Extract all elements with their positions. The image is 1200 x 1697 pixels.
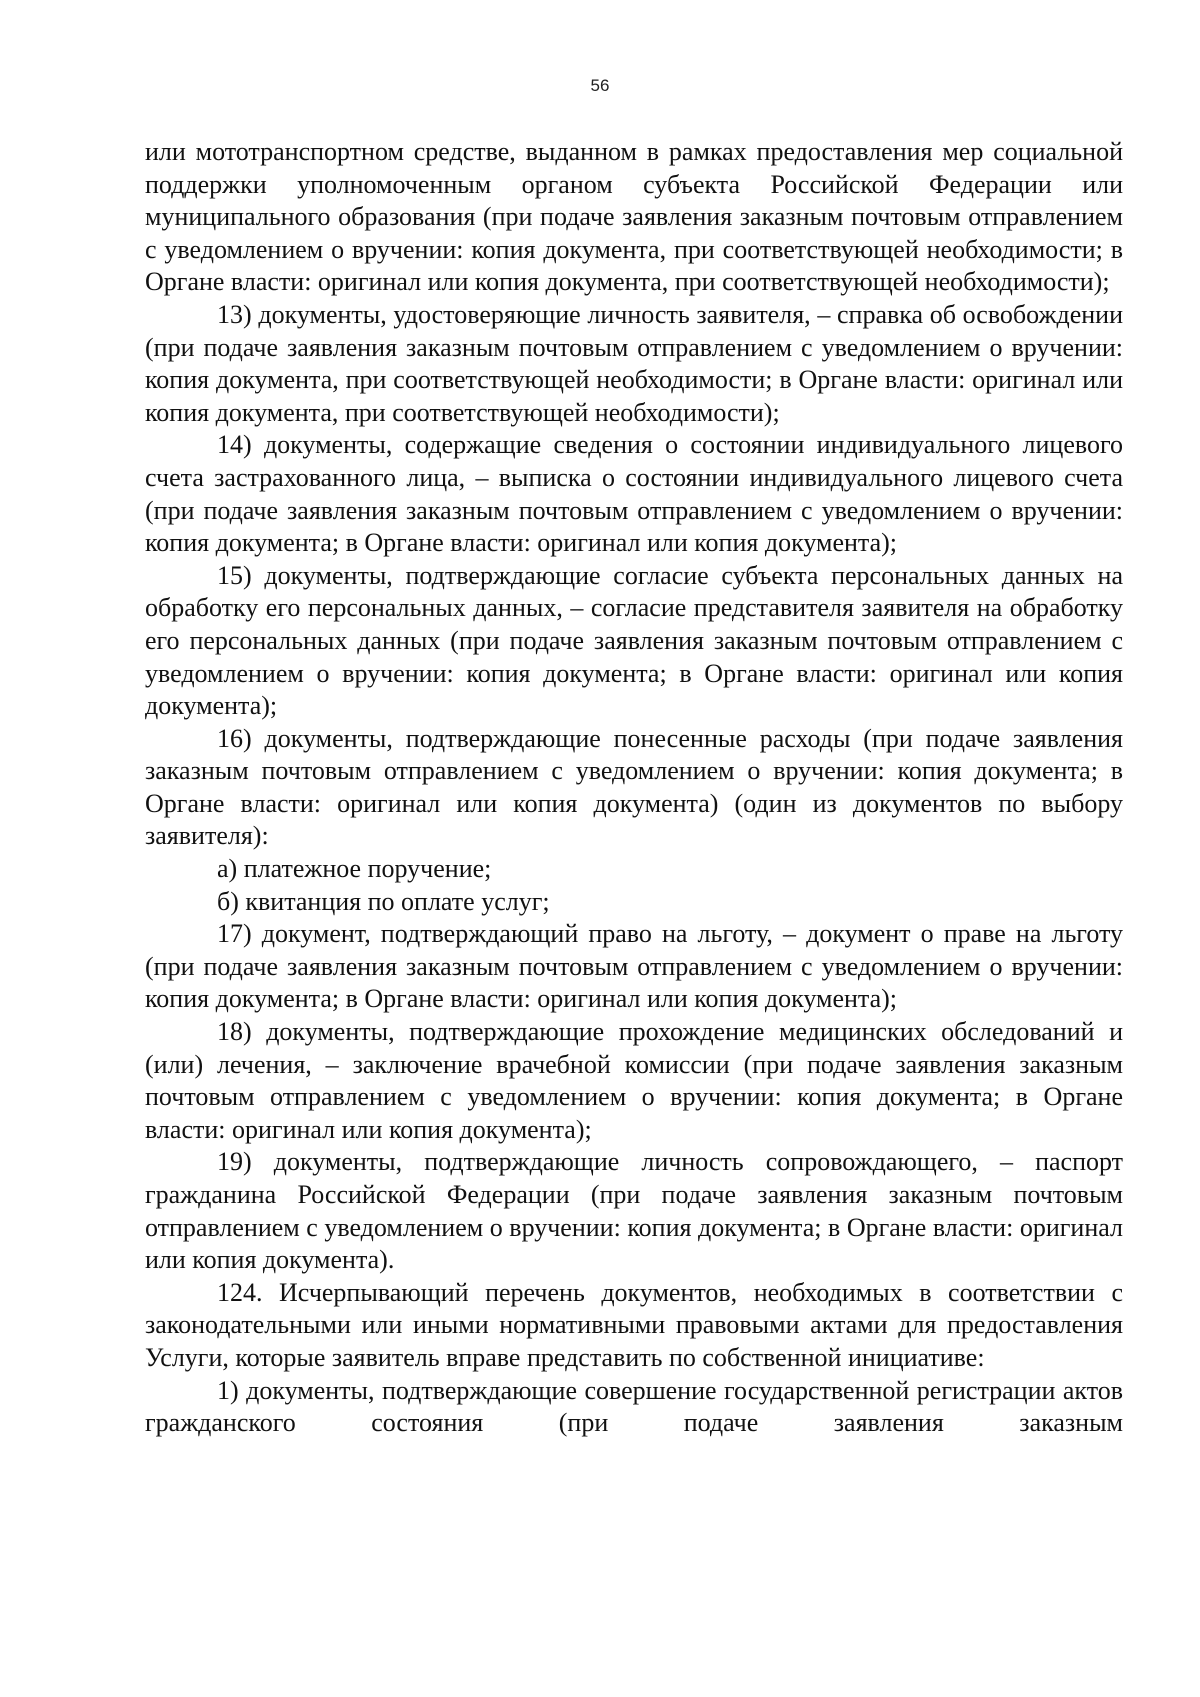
document-body — [145, 136, 1123, 1440]
paragraph: 14) документы, содержащие сведения о состоянии индивидуального лицевого счета застрахованного лица, – выписка о состоянии индивидуального лицевого счета (при подаче заявления заказным почтовым отправлением с уведомлением о вручении: копия документа; в Органе власти: оригинал или копия документа); — [145, 430, 1123, 558]
paragraph: 15) документы, подтверждающие согласие субъекта персональных данных на обработку его персональных данных, – согласие представителя заявителя на обработку его персональных данных (при подаче заявления заказным почтовым отправлением с уведомлением о вручении: копия документа; в Органе власти: оригинал или копия документа); — [145, 560, 1123, 721]
paragraph: 13) документы, удостоверяющие личность заявителя, – справка об освобождении (при подаче заявления заказным почтовым отправлением с уведомлением о вручении: копия документа, при соответствующей необходимости; в Органе власти: оригинал или копия документа, при соответствующей необходимости); — [145, 299, 1123, 427]
page-number: 56 — [590, 76, 610, 95]
paragraph: 16) документы, подтверждающие понесенные расходы (при подаче заявления заказным почтовым отправлением с уведомлением о вручении: копия документа; в Органе власти: оригинал или копия документа) (один из документов по выбору заявителя): — [145, 723, 1123, 851]
paragraph: 124. Исчерпывающий перечень документов, необходимых в соответствии с законодательными или иными нормативными правовыми актами для предоставления Услуги, которые заявитель вправе представить по собственной инициативе: — [145, 1277, 1123, 1372]
paragraph: 18) документы, подтверждающие прохождение медицинских обследований и (или) лечения, – заключение врачебной комиссии (при подаче заявления заказным почтовым отправлением с уведомлением о вручении: копия документа; в Органе власти: оригинал или копия документа); — [145, 1017, 1123, 1144]
paragraph: 17) документ, подтверждающий право на льготу, – документ о праве на льготу (при подаче заявления заказным почтовым отправлением с уведомлением о вручении: копия документа; в Органе власти: оригинал или копия документа); — [145, 919, 1123, 1014]
paragraph: 1) документы, подтверждающие совершение государственной регистрации актов гражданского состояния (при подаче заявления заказным — [145, 1375, 1123, 1438]
paragraph: б) квитанция по оплате услуг; — [217, 886, 550, 916]
paragraph: 19) документы, подтверждающие личность сопровождающего, – паспорт гражданина Российской Федерации (при подаче заявления заказным почтовым отправлением с уведомлением о вручении: копия документа; в Органе власти: оригинал или копия документа). — [145, 1147, 1123, 1275]
paragraph: или мототранспортном средстве, выданном в рамках предоставления мер социальной поддержки уполномоченным органом субъекта Российской Федерации или муниципального образования (при подаче заявления заказным почтовым отправлением с уведомлением о вручении: копия документа, при соответствующей необходимости; в Органе власти: оригинал или копия документа, при соответствующей необходимости); — [145, 137, 1123, 297]
paragraph: а) платежное поручение; — [217, 854, 492, 884]
